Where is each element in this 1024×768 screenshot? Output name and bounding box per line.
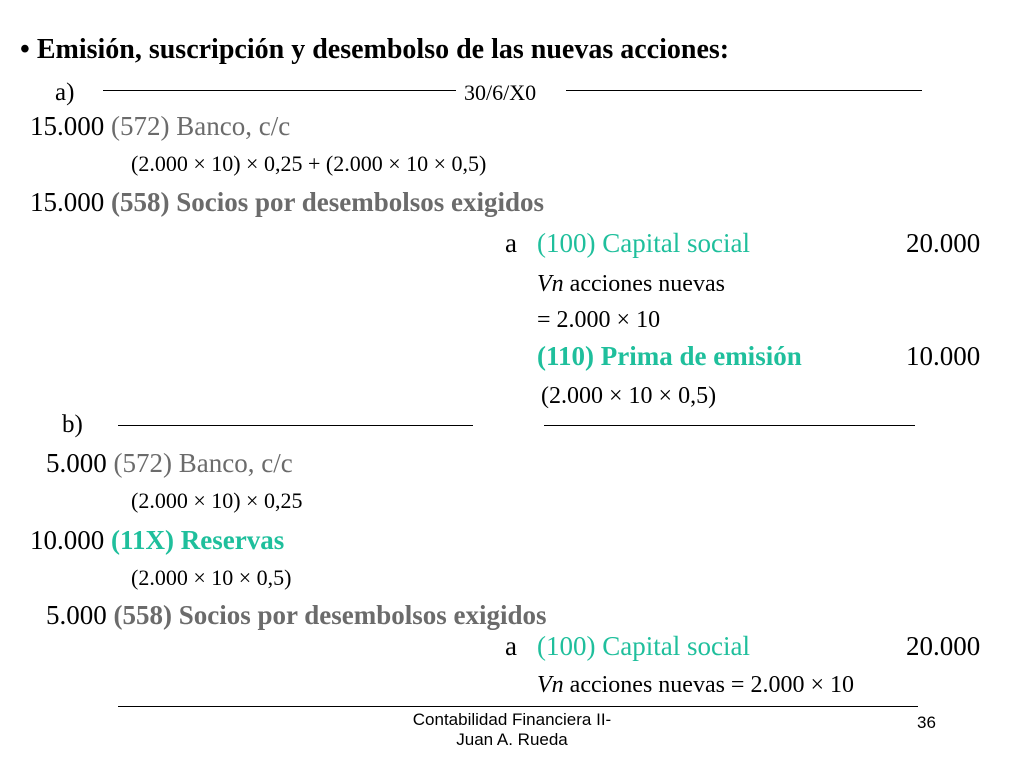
section-a-credit2-calc: (2.000 × 10 × 0,5): [541, 383, 717, 409]
credit1-amount: 20.000: [906, 631, 981, 661]
section-b-rule-left: [118, 425, 473, 426]
section-b-label: b): [62, 411, 83, 438]
entry-amount: 15.000: [30, 187, 105, 217]
section-b-credit-prefix: a: [505, 631, 517, 661]
account-code-558: (558): [113, 600, 172, 630]
entry-amount: 10.000: [30, 525, 105, 555]
account-reservas: (11X) Reservas: [111, 525, 285, 555]
footer-line1: Contabilidad Financiera II-: [412, 710, 612, 729]
vn-label: Vn: [537, 672, 564, 698]
section-b-rule-right: [544, 425, 915, 426]
account-capital-social: (100) Capital social: [537, 228, 750, 258]
entry-amount: 15.000: [30, 111, 105, 141]
section-a-credit1-note2: = 2.000 × 10: [537, 307, 661, 333]
section-a-credit1-note: [537, 272, 725, 296]
bullet-marker: •: [20, 34, 30, 65]
section-a-entry1-calc: (2.000 × 10) × 0,25 + (2.000 × 10 × 0,5): [131, 151, 487, 176]
section-b-credit1-note: [537, 673, 854, 697]
section-a-date: 30/6/X0: [464, 80, 537, 105]
vn-label: Vn: [537, 271, 564, 297]
account-capital-social: (100) Capital social: [537, 631, 750, 661]
section-a-label: a): [55, 79, 75, 106]
section-b-entry2-calc: (2.000 × 10 × 0,5): [131, 565, 292, 590]
footer-line2: Juan A. Rueda: [456, 730, 568, 749]
credit2-amount: 10.000: [906, 341, 981, 371]
section-a-credit-prefix: a: [505, 228, 517, 258]
section-a-entry2: [30, 189, 544, 216]
slide-title-row: [20, 36, 729, 64]
account-socios: Socios por desembolsos exigidos: [169, 187, 545, 217]
account-socios: Socios por desembolsos exigidos: [171, 600, 547, 630]
section-a-rule-right: [566, 90, 922, 91]
section-a-entry1: [30, 113, 290, 140]
account-prima-emision: (110) Prima de emisión: [537, 341, 802, 371]
section-b-entry2: [30, 527, 284, 554]
section-b-entry1-calc: (2.000 × 10) × 0,25: [131, 488, 303, 513]
entry-amount: 5.000: [46, 600, 107, 630]
section-a-rule-left: [103, 90, 456, 91]
page-number: 36: [917, 713, 936, 732]
vn-text: acciones nuevas = 2.000 × 10: [563, 672, 855, 698]
footer: [380, 710, 644, 750]
section-b-entry1: [46, 450, 293, 477]
entry-amount: 5.000: [46, 448, 107, 478]
slide-title: Emisión, suscripción y desembolso de las nuevas acciones:: [36, 34, 730, 65]
section-b-entry3: [46, 602, 547, 629]
credit1-amount: 20.000: [906, 228, 981, 258]
account-banco: (572) Banco, c/c: [111, 111, 291, 141]
vn-text: acciones nuevas: [563, 271, 725, 297]
account-code-558: (558): [111, 187, 170, 217]
account-banco: (572) Banco, c/c: [113, 448, 293, 478]
closing-rule: [118, 706, 918, 707]
